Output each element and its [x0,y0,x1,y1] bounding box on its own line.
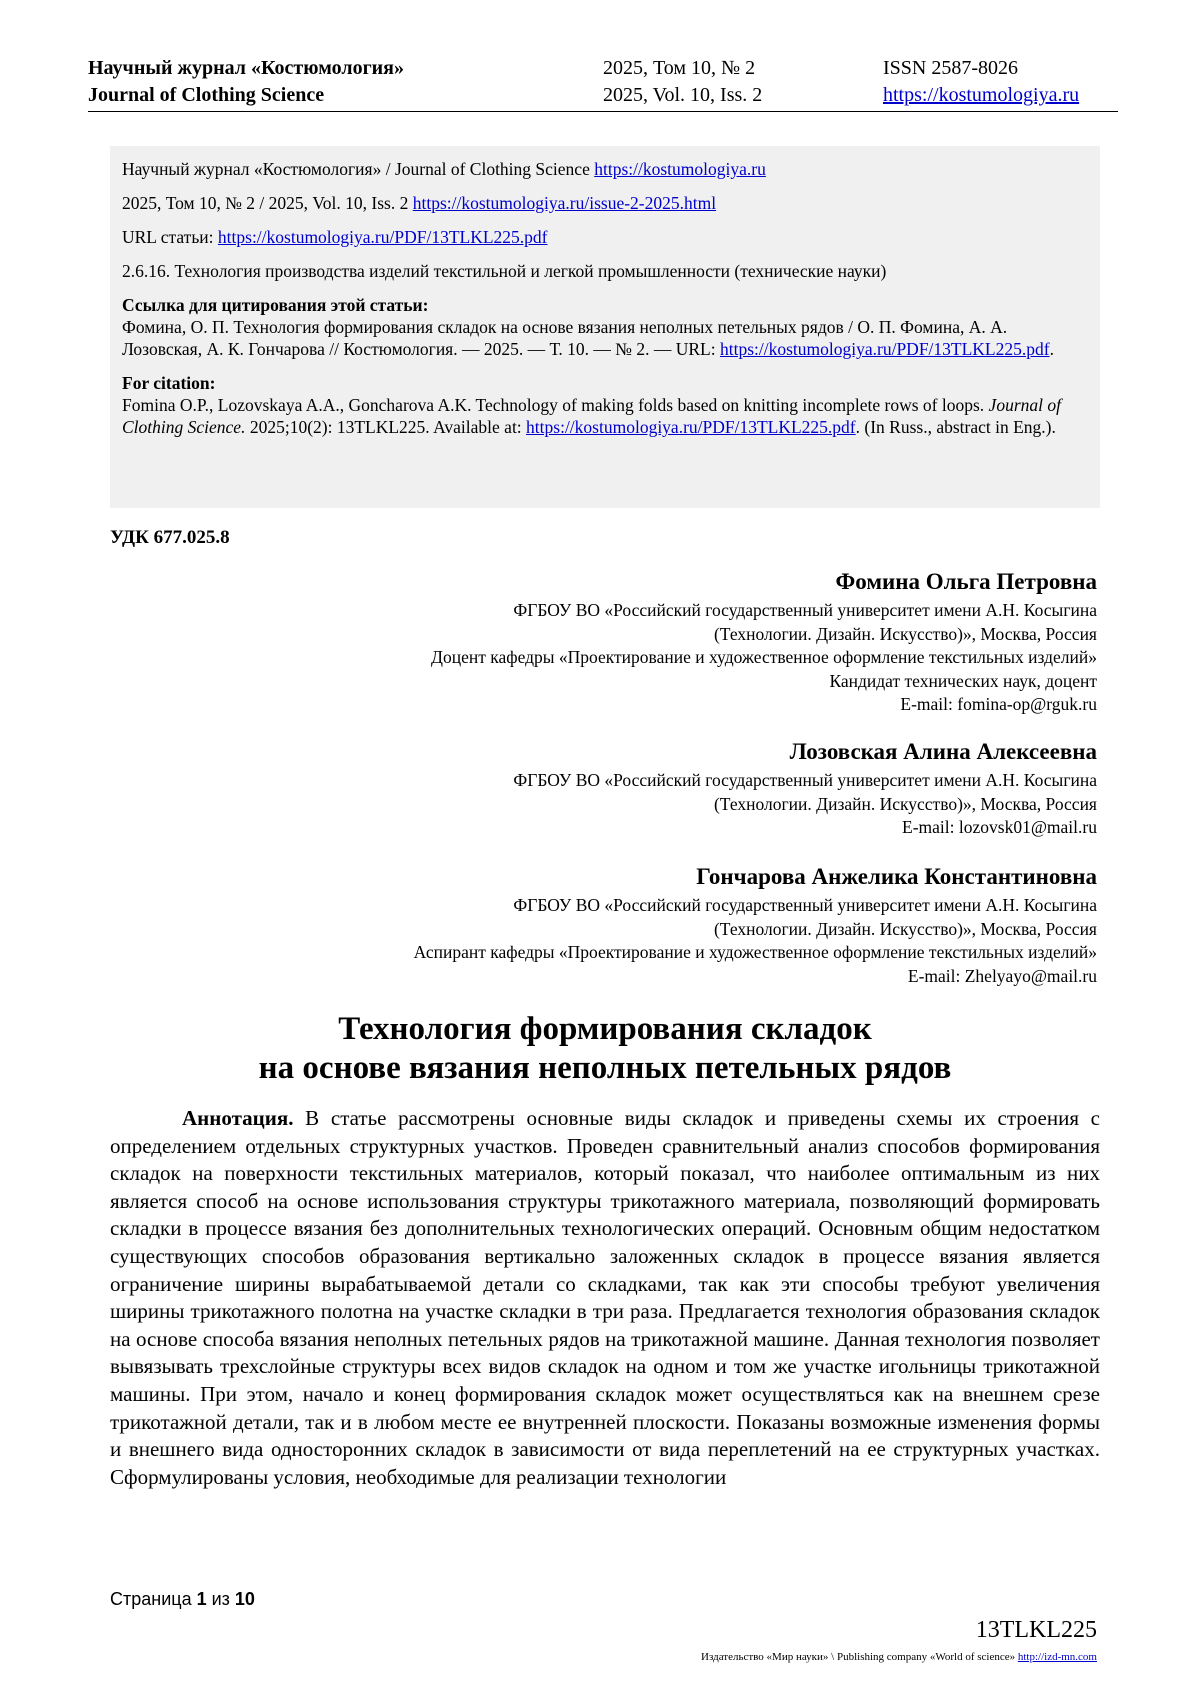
publisher-link[interactable]: http://izd-mn.com [1017,1651,1097,1663]
cite-en-text: Fomina O.P., Lozovskaya A.A., Goncharova A.K. Technology of making folds based on knitting incomplete rows of loops. Journal of Clothing Science. 2025;10(2): 13TLKL225. Available at: https://kostumologiya.ru/PDF/13TLKL225.pdf. (In Russ., abstract in Eng.). [122,395,1061,437]
article-pdf-link[interactable]: https://kostumologiya.ru/PDF/13TLKL225.pdf [217,227,548,247]
author-email: E-mail: fomina-op@rguk.ru [900,694,1097,714]
author-block [431,567,1097,717]
journal-line: Научный журнал «Костюмология» / Journal of Clothing Science https://kostumologiya.ru [122,159,766,179]
header-journal-ru: Научный журнал «Костюмология» [88,57,404,79]
author-affiliation-location: (Технологии. Дизайн. Искусство)», Москва, Россия [713,623,1097,644]
author-affiliation: ФГБОУ ВО «Российский государственный университет имени А.Н. Косыгина [513,600,1097,620]
author-name: Фомина Ольга Петровна [835,569,1097,594]
article-title-line: на основе вязания неполных петельных рядов [258,1050,952,1086]
author-degree: Кандидат технических наук, доцент [829,670,1097,691]
cite-ru-text: Фомина, О. П. Технология формирования складок на основе вязания неполных петельных рядов / О. П. Фомина, А. А. Лозовская, А. К. Гончарова // Костюмология. — 2025. — Т. 10. — № 2. — URL: https://kostumologiya.ru/PDF/13TLKL225.pdf. [122,317,1054,359]
article-title [110,1010,1100,1088]
author-block [513,737,1097,840]
header-journal [88,55,404,109]
author-affiliation: ФГБОУ ВО «Российский государственный университет имени А.Н. Косыгина [513,770,1097,790]
abstract [110,1105,1100,1491]
author-affiliation: ФГБОУ ВО «Российский государственный университет имени А.Н. Косыгина [513,895,1097,915]
cite-ru-heading: Ссылка для цитирования этой статьи: [122,295,429,315]
author-position: Аспирант кафедры «Проектирование и художественное оформление текстильных изделий» [413,942,1097,962]
header-issue-en: 2025, Vol. 10, Iss. 2 [603,84,763,106]
article-title-line: Технология формирования складок [338,1011,872,1047]
article-url-line: URL статьи: https://kostumologiya.ru/PDF/13TLKL225.pdf [122,227,548,247]
author-affiliation-location: (Технологии. Дизайн. Искусство)», Москва, Россия [713,918,1097,939]
page-number: Страница 1 из 10 [110,1589,255,1609]
header-rule [88,111,1118,112]
publisher-line: Издательство «Мир науки» \ Publishing company «World of science» http://izd-mn.com [701,1651,1097,1663]
header-journal-en: Journal of Clothing Science [88,84,325,106]
author-affiliation-location: (Технологии. Дизайн. Искусство)», Москва, Россия [713,793,1097,814]
issue-line: 2025, Том 10, № 2 / 2025, Vol. 10, Iss. 2 https://kostumologiya.ru/issue-2-2025.html [122,193,717,213]
udk-code: УДК 677.025.8 [110,527,230,548]
issue-link[interactable]: https://kostumologiya.ru/issue-2-2025.html [412,193,717,213]
header-issn: ISSN 2587-8026 [883,57,1019,79]
header-issn-block [883,55,1079,109]
author-email: E-mail: Zhelyayo@mail.ru [907,965,1097,986]
cite-en-heading: For citation: [122,373,216,393]
header-site-link[interactable]: https://kostumologiya.ru [883,84,1080,106]
author-email: E-mail: lozovsk01@mail.ru [902,817,1097,837]
author-name: Лозовская Алина Алексеевна [789,739,1097,764]
author-name: Гончарова Анжелика Константиновна [696,864,1097,889]
article-code: 13TLKL225 [975,1617,1097,1643]
header-issue-ru: 2025, Том 10, № 2 [603,57,756,79]
cite-en-journal: Journal of Clothing Science. [122,395,1061,437]
author-block [414,862,1097,988]
cite-en-link[interactable]: https://kostumologiya.ru/PDF/13TLKL225.pdf [526,417,856,437]
running-header [88,55,1118,111]
cite-ru-link[interactable]: https://kostumologiya.ru/PDF/13TLKL225.pdf [719,339,1050,359]
abstract-text: В статье рассмотрены основные виды складок и приведены схемы их строения с определением отдельных структурных участков. Проведен сравнительный анализ способов формирования складок на поверхности текстильных материалов, который показал, что наиболее оптимальным из них является способ на основе использования структуры трикотажного материала, позволяющий формировать складки в процессе вязания без дополнительных технологических операций. Основным общим недостатком существующих способов образования вертикально заложенных складок в процессе вязания является ограничение ширины вырабатываемой детали со складками, так как эти способы требуют увеличения ширины трикотажного полотна на участке складки в три раза. Предлагается технология образования складок на основе способа вязания неполных петельных рядов на трикотажной машине. Данная технология позволяет вывязывать трехслойные структуры всех видов складок на одном и том же участке игольницы трикотажной машины. При этом, начало и конец формирования складок может осуществляться как на внешнем срезе трикотажной детали, так и в любом месте ее внутренней плоскости. Показаны возможные изменения формы и внешнего вида односторонних складок в зависимости от вида переплетений на ее структурных участках. Сформулированы условия, необходимые для реализации технологии [110,1106,1100,1489]
abstract-label: Аннотация. [182,1106,294,1130]
journal-link[interactable]: https://kostumologiya.ru [594,159,766,179]
citation-info-box [110,146,1100,508]
author-position: Доцент кафедры «Проектирование и художественное оформление текстильных изделий» [431,647,1097,667]
header-issue [603,55,762,109]
specialty-code: 2.6.16. Технология производства изделий текстильной и легкой промышленности (технические науки) [122,261,887,281]
